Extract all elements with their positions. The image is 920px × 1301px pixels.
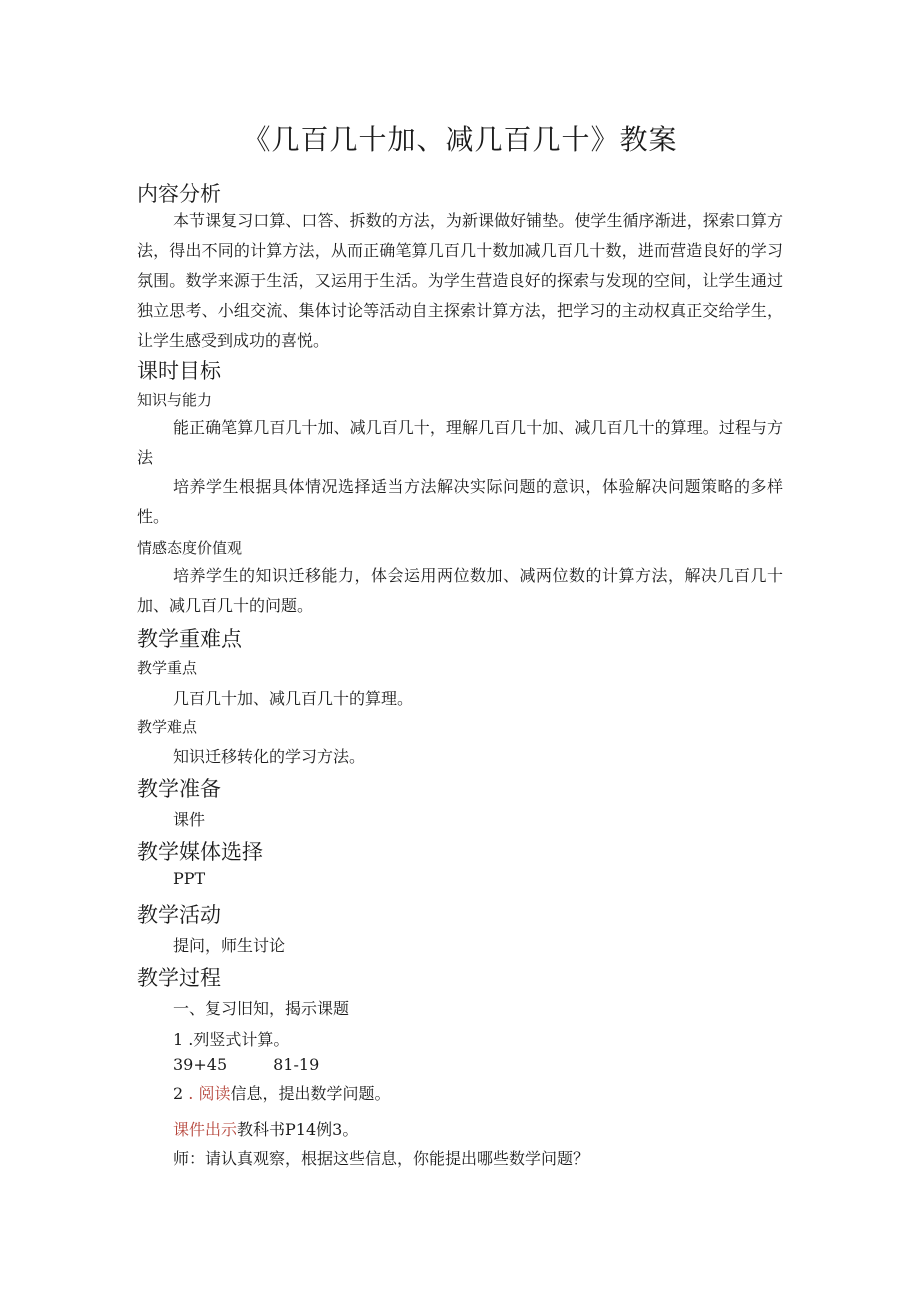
item-two-highlight: . 阅读 xyxy=(183,1084,231,1103)
heading-process: 教学过程 xyxy=(137,966,221,990)
teacher-question: 师：请认真观察，根据这些信息，你能提出哪些数学问题？ xyxy=(173,1149,590,1168)
calculation-b: 81-19 xyxy=(273,1055,320,1074)
process-method-paragraph: 培养学生根据具体情况选择适当方法解决实际问题的意识，体验解决问题策略的多样性。 xyxy=(137,477,783,526)
heading-content-analysis: 内容分析 xyxy=(137,182,221,206)
heading-key-points: 教学重难点 xyxy=(137,627,242,651)
courseware-highlight: 课件出示 xyxy=(173,1120,238,1139)
process-item-two xyxy=(173,1081,390,1104)
knowledge-paragraph: 能正确笔算几百几十加、减几百几十，理解几百几十加、减几百几十的算理。过程与方法 xyxy=(137,418,783,467)
emotion-paragraph: 培养学生的知识迁移能力，体会运用两位数加、减两位数的计算方法，解决几百几十加、减几百几十的问题。 xyxy=(137,566,783,615)
heading-media: 教学媒体选择 xyxy=(137,840,263,864)
media-text: PPT xyxy=(173,869,206,888)
process-step-one: 一、复习旧知，揭示课题 xyxy=(173,999,350,1018)
content-analysis-paragraph: 本节课复习口算、口答、拆数的方法，为新课做好铺垫。使学生循序渐进，探索口算方法，得出不同的计算方法，从而正确笔算几百几十数加减几百几十数，进而营造良好的学习氛围。数学来源于生活，又运用于生活。为学生营造良好的探索与发现的空间，让学生通过独立思考、小组交流、集体讨论等活动自主探索计算方法，把学习的主动权真正交给学生，让学生感受到成功的喜悦。 xyxy=(137,211,783,350)
item-two-text: 信息，提出数学问题。 xyxy=(230,1084,391,1103)
preparation-text: 课件 xyxy=(173,810,206,829)
courseware-text: 教科书P14例3。 xyxy=(237,1120,359,1139)
process-item-one: 1 .列竖式计算。 xyxy=(173,1030,290,1049)
heading-objectives: 课时目标 xyxy=(137,359,221,383)
heading-preparation: 教学准备 xyxy=(137,777,221,801)
document-title: 《几百几十加、减几百几十》教案 xyxy=(242,123,678,156)
label-key-point: 教学重点 xyxy=(137,659,198,677)
label-difficulty: 教学难点 xyxy=(137,718,198,736)
label-emotion-values: 情感态度价值观 xyxy=(137,539,243,557)
key-point-text: 几百几十加、减几百几十的算理。 xyxy=(173,689,414,708)
heading-activity: 教学活动 xyxy=(137,903,221,927)
item-two-number: 2 xyxy=(173,1084,184,1103)
calculation-row xyxy=(173,1055,319,1074)
label-knowledge-ability: 知识与能力 xyxy=(137,391,213,409)
activity-text: 提问，师生讨论 xyxy=(173,936,286,955)
courseware-line xyxy=(173,1117,358,1140)
calculation-a: 39+45 xyxy=(173,1055,228,1074)
difficulty-text: 知识迁移转化的学习方法。 xyxy=(173,747,366,766)
